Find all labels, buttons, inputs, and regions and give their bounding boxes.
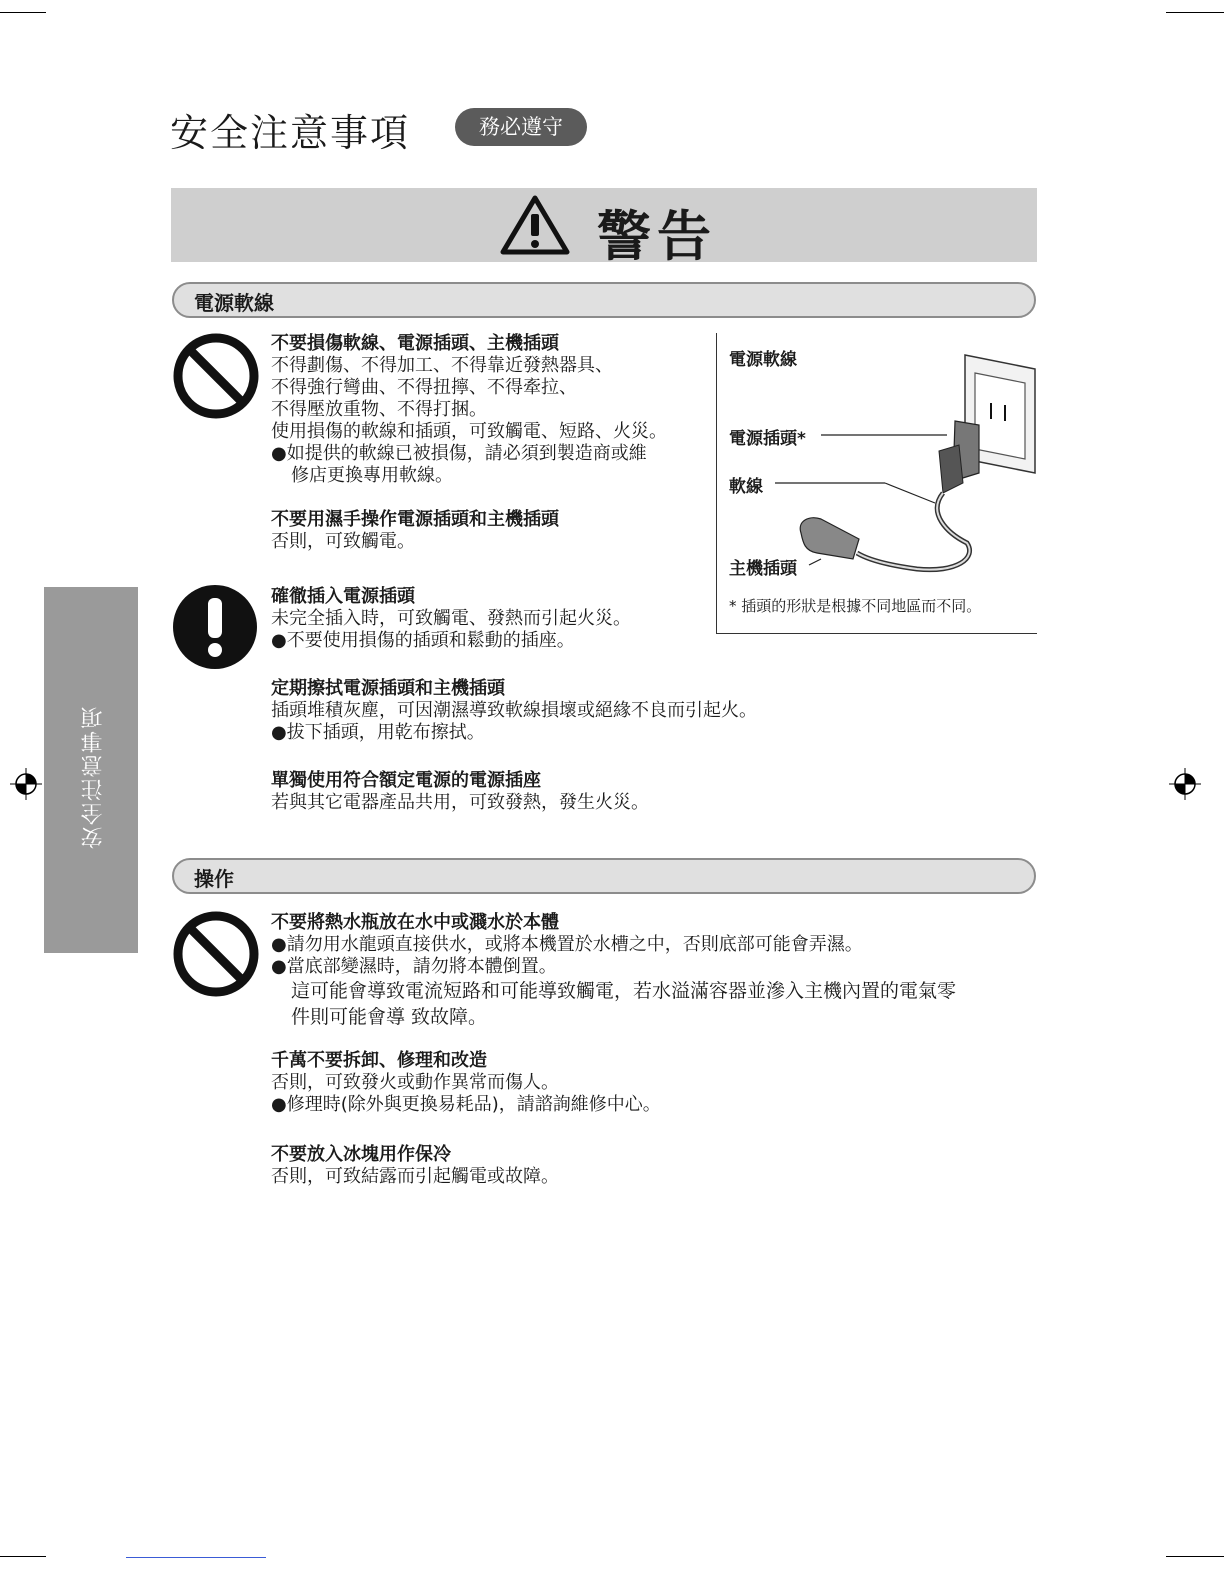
label-cord: 軟線 xyxy=(729,477,763,497)
caution-item xyxy=(271,1050,661,1116)
item-bullet: ●當底部變濕時，請勿將本體倒置。 xyxy=(271,956,557,977)
item-text: 不得強行彎曲、不得扭擰、不得牽拉、 xyxy=(271,377,577,398)
item-text: 未完全插入時，可致觸電、發熱而引起火災。 xyxy=(271,608,631,629)
caution-item xyxy=(271,678,757,744)
item-text: 若與其它電器產品共用，可致發熱，發生火災。 xyxy=(271,792,649,813)
warning-heading: 警告 xyxy=(597,205,717,268)
crop-mark xyxy=(1166,12,1224,13)
item-heading: 不要放入冰塊用作保冷 xyxy=(271,1144,451,1165)
section-header-power-cord xyxy=(172,282,1036,318)
mandatory-icon xyxy=(172,584,258,670)
caution-item xyxy=(271,770,649,814)
plug-shape-note: * 插頭的形狀是根據不同地區而不同。 xyxy=(729,597,982,615)
item-heading: 確徹插入電源插頭 xyxy=(271,586,415,607)
item-text: 否則，可致觸電。 xyxy=(271,531,415,552)
power-cord-illustration xyxy=(716,333,1037,634)
crop-mark xyxy=(126,1557,266,1558)
warning-triangle-icon xyxy=(499,194,571,256)
item-bullet: 修店更換專用軟線。 xyxy=(291,465,453,486)
item-heading: 不要損傷軟線、電源插頭、主機插頭 xyxy=(271,333,559,354)
label-appliance-plug: 主機插頭 xyxy=(729,559,797,579)
section-title: 電源軟線 xyxy=(194,291,274,315)
caution-item xyxy=(271,509,559,553)
crop-mark xyxy=(1166,1556,1224,1557)
caution-item xyxy=(271,333,667,487)
label-power-cord: 電源軟線 xyxy=(729,350,797,370)
item-text: 不得壓放重物、不得打捆。 xyxy=(271,399,487,420)
caution-item xyxy=(271,1144,559,1188)
item-bullet: ●修理時(除外與更換易耗品)，請諮詢維修中心。 xyxy=(271,1094,661,1115)
item-heading: 定期擦拭電源插頭和主機插頭 xyxy=(271,678,505,699)
crop-mark xyxy=(0,12,46,13)
registration-mark-icon xyxy=(10,768,42,800)
item-bullet: ●不要使用損傷的插頭和鬆動的插座。 xyxy=(271,630,575,651)
cord-drawing xyxy=(717,333,1037,593)
item-text: 插頭堆積灰塵，可因潮濕導致軟線損壞或絕緣不良而引起火。 xyxy=(271,700,757,721)
caution-item xyxy=(271,586,631,652)
item-text: 否則，可致發火或動作異常而傷人。 xyxy=(271,1072,559,1093)
item-text: 件則可能會導 致故障。 xyxy=(291,1006,488,1028)
section-header-operation xyxy=(172,858,1036,894)
section-title: 操作 xyxy=(194,867,234,891)
page-title: 安全注意事項 xyxy=(170,111,411,155)
crop-mark xyxy=(0,1556,46,1557)
side-tab xyxy=(44,587,138,953)
must-observe-badge: 務必遵守 xyxy=(455,108,587,146)
item-text: 使用損傷的軟線和插頭，可致觸電、短路、火災。 xyxy=(271,421,667,442)
item-bullet: ●請勿用水龍頭直接供水，或將本機置於水槽之中，否則底部可能會弄濕。 xyxy=(271,934,863,955)
item-heading: 不要用濕手操作電源插頭和主機插頭 xyxy=(271,509,559,530)
item-text: 不得劃傷、不得加工、不得靠近發熱器具、 xyxy=(271,355,613,376)
item-heading: 不要將熱水瓶放在水中或濺水於本體 xyxy=(271,912,559,933)
caution-item xyxy=(271,912,956,1030)
item-text: 這可能會導致電流短路和可能導致觸電，若水溢滿容器並滲入主機內置的電氣零 xyxy=(291,980,957,1002)
registration-mark-icon xyxy=(1169,768,1201,800)
item-heading: 單獨使用符合額定電源的電源插座 xyxy=(271,770,541,791)
label-power-plug: 電源插頭* xyxy=(729,429,806,449)
side-tab-label: 安全注意事項 xyxy=(81,705,106,849)
prohibition-icon xyxy=(172,910,260,998)
item-bullet: ●如提供的軟線已被損傷，請必須到製造商或維 xyxy=(271,443,647,464)
item-bullet: ●拔下插頭，用乾布擦拭。 xyxy=(271,722,485,743)
prohibition-icon xyxy=(172,332,260,420)
item-text: 否則，可致結露而引起觸電或故障。 xyxy=(271,1166,559,1187)
warning-banner xyxy=(171,188,1037,268)
item-heading: 千萬不要拆卸、修理和改造 xyxy=(271,1050,487,1071)
